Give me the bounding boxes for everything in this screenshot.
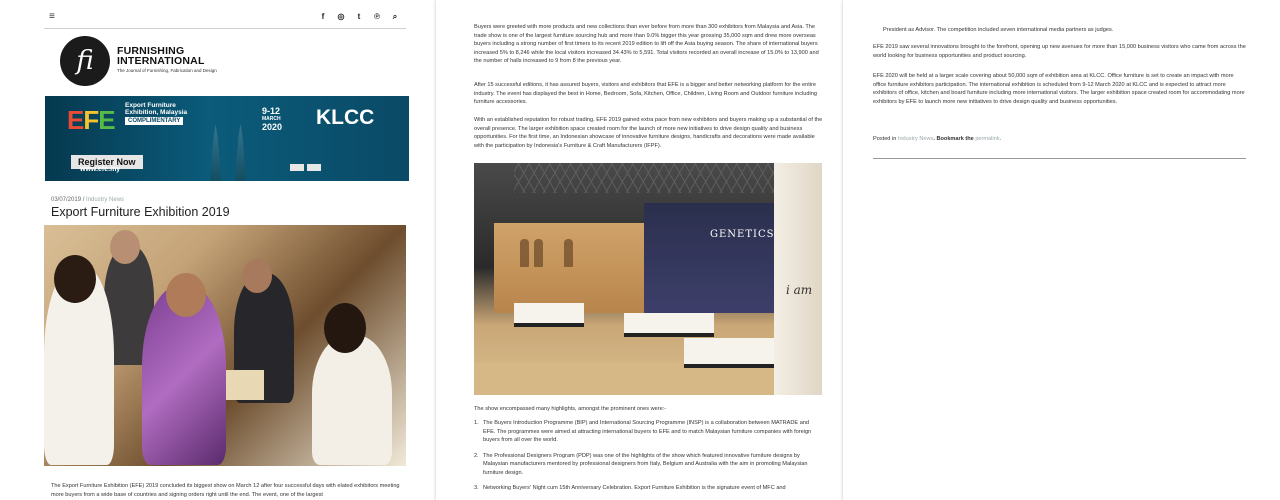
list-text: The Professional Designers Program (PDP) was one of the highlights of the show which featured innovative furniture designs by Malaysian manufacturers mentored by professional designers from Italy, Belgium and Australia with the aim in promoting Malaysian furniture design. [483, 452, 808, 476]
list-item [474, 484, 819, 493]
highlights-list [474, 419, 819, 500]
top-bar [44, 8, 406, 29]
post-footer [873, 136, 1001, 142]
mattress-display [514, 303, 584, 323]
photo-figure [324, 303, 366, 353]
wall-figure [520, 239, 529, 267]
banner-dates-2: MARCH [262, 116, 281, 122]
photo-figure [242, 259, 272, 293]
post-category-link[interactable]: Industry News [86, 197, 125, 203]
footer-divider [873, 158, 1246, 159]
footer-category-link[interactable]: Industry News [897, 136, 934, 142]
banner-url[interactable]: www.efe.my [80, 166, 121, 173]
twitter-icon[interactable]: t [357, 12, 361, 21]
wall-figure [534, 239, 543, 267]
twin-towers-graphic [205, 124, 253, 181]
booth-brand-sign: GENETICS [710, 229, 775, 240]
exhibition-opening-photo [44, 225, 406, 466]
booth-wall-right [644, 203, 774, 313]
pillar-sign: i am [786, 283, 813, 297]
banner-dates-3: 2020 [262, 122, 283, 132]
list-item [474, 419, 819, 445]
banner-dates-1: 9-12 [262, 106, 281, 116]
banner-headline [125, 102, 187, 116]
site-logo[interactable]: fi [60, 36, 110, 86]
pinterest-icon[interactable]: ℗ [374, 12, 380, 21]
efe-banner-ad[interactable] [45, 96, 409, 181]
wall-figure [564, 239, 573, 267]
efe-logo-e1: E [67, 105, 84, 135]
efe-logo-e2: E [98, 105, 115, 135]
mattress-display [624, 313, 714, 333]
article-paragraph-efe2019: EFE 2019 saw several innovations brought to the forefront, opening up new avenues for more than 15,000 business visitors who came from across the world looking for business opportunities and product sourcing. [873, 44, 1246, 59]
booth-floor [474, 363, 822, 395]
search-icon[interactable]: ⌕ [392, 12, 398, 21]
banner-headline-1: Export Furniture [125, 102, 176, 109]
page-left [0, 0, 440, 500]
page-middle [436, 0, 858, 500]
banner-dates [262, 107, 282, 131]
bookmark-label: . Bookmark the [933, 136, 976, 142]
showroom-booth-photo [474, 163, 822, 395]
list-text: The Buyers Introduction Programme (BIP) and International Sourcing Programme (INSP) is a collaboration between MATRADE and EFE. The programmes were aimed at attracting international buyers to EFE and to match Malaysian furniture companies with foreign buyers from all over the world. [483, 420, 812, 443]
site-tagline: The Journal of Furnishing, Fabrication and Design [117, 68, 217, 73]
list-text: Networking Buyers' Night cum 15th Anniversary Celebration. Export Furniture Exhibition is the signature event of MFC and [483, 485, 786, 491]
sponsor-logos [290, 164, 321, 171]
booth-pillar [774, 163, 822, 395]
instagram-icon[interactable]: ◎ [337, 12, 345, 21]
photo-figure [110, 230, 140, 264]
post-date: 03/07/2019 [51, 197, 82, 203]
post-meta [51, 197, 124, 203]
footer-end: . [999, 136, 1002, 142]
post-title[interactable]: Export Furniture Exhibition 2019 [51, 205, 230, 219]
photo-figure [312, 335, 392, 465]
photo-figure [166, 273, 206, 317]
page-right [843, 0, 1280, 500]
meta-separator: / [81, 197, 87, 203]
posted-in-label: Posted in [873, 136, 898, 142]
list-number: 2. [474, 452, 479, 459]
banner-venue: KLCC [316, 106, 375, 129]
efe-logo [67, 105, 115, 136]
banner-complimentary: COMPLIMENTARY [125, 117, 183, 125]
article-paragraph-3: With an established reputation for robust trading, EFE 2019 gained extra pace from new exhibitors and buyers making up a substantial of the overall presence. The larger exhibition space created room for the launch of more new initiatives to drive design quality and business opportunities. For the first time, an Indonesian showcase of innovative furniture designs, handicrafts and decorations were made available with the participation by Indonesia's Furniture & Craft Manufacturers (IFPF). [474, 117, 823, 149]
banner-headline-2: Exhibition, Malaysia [125, 109, 188, 116]
article-paragraph-1: Buyers were greeted with more products and new collections than ever before from more than 300 exhibitors from Malaysia and Asia. The trade show is one of the largest furniture sourcing hub and more than 9.0% bigger this year grossing 35,000 sqm and drew more overseas buyers including a strong number of first timers to its recent 2019 edition to lift off the Asia buying season. The share of international buyers increased 5% to 8,246 while the local visitors increased 34.43% to 5,591. Total visitors recorded an overall increase of 15.0% to 13,900 and the number of halls increased to 9 from 8 the previous year. [474, 24, 819, 64]
article-paragraph-cont: President as Advisor. The competition included seven international media partners as judges. [883, 27, 1114, 33]
social-icons [318, 12, 400, 22]
register-now-button[interactable]: Register Now [71, 155, 143, 169]
photo-figure [54, 255, 96, 303]
ceiling-truss [514, 163, 814, 193]
booth-wall-left [494, 223, 644, 313]
site-name-line1: FURNISHING [117, 45, 185, 57]
highlights-lead: The show encompassed many highlights, amongst the prominent ones were:- [474, 406, 667, 412]
list-number: 1. [474, 420, 479, 426]
facebook-icon[interactable]: f [321, 12, 325, 21]
article-paragraph-efe2020: EFE 2020 will be held at a larger scale covering about 50,000 sqm of exhibition area at KLCC. Office furniture is set to create an impact with more office furniture exhibitors participation. The international exhibition is scheduled from 9-12 March 2020 at KLCC and is expected to attract more exhibitors of office, kitchen and board furniture including more international visitors. The larger exhibition space created room for accommodating more exhibitors by EFE to launch more new initiatives to drive design quality and business opportunities. [873, 73, 1245, 105]
site-name[interactable] [117, 46, 205, 66]
list-number: 3. [474, 485, 479, 491]
menu-icon[interactable]: ≡ [49, 11, 55, 22]
site-name-line2: INTERNATIONAL [117, 55, 205, 67]
article-paragraph-2: After 15 successful editions, it has assured buyers, visitors and exhibitors that EFE is a bigger and better networking platform for the entire industry. The event has displayed the best in Home, Bedroom, Sofa, Kitchen, Office, Children, Living Room and Outdoor furniture including furniture accessories. [474, 82, 817, 105]
list-item [474, 452, 819, 478]
efe-logo-f: F [83, 105, 99, 135]
permalink-link[interactable]: permalink [975, 136, 1000, 142]
post-intro-paragraph: The Export Furniture Exhibition (EFE) 2019 concluded its biggest show on March 12 after four successful days with elated exhibitors meeting more buyers from a wide base of countries and signing orders right until the end. The event, one of the largest [51, 483, 400, 498]
